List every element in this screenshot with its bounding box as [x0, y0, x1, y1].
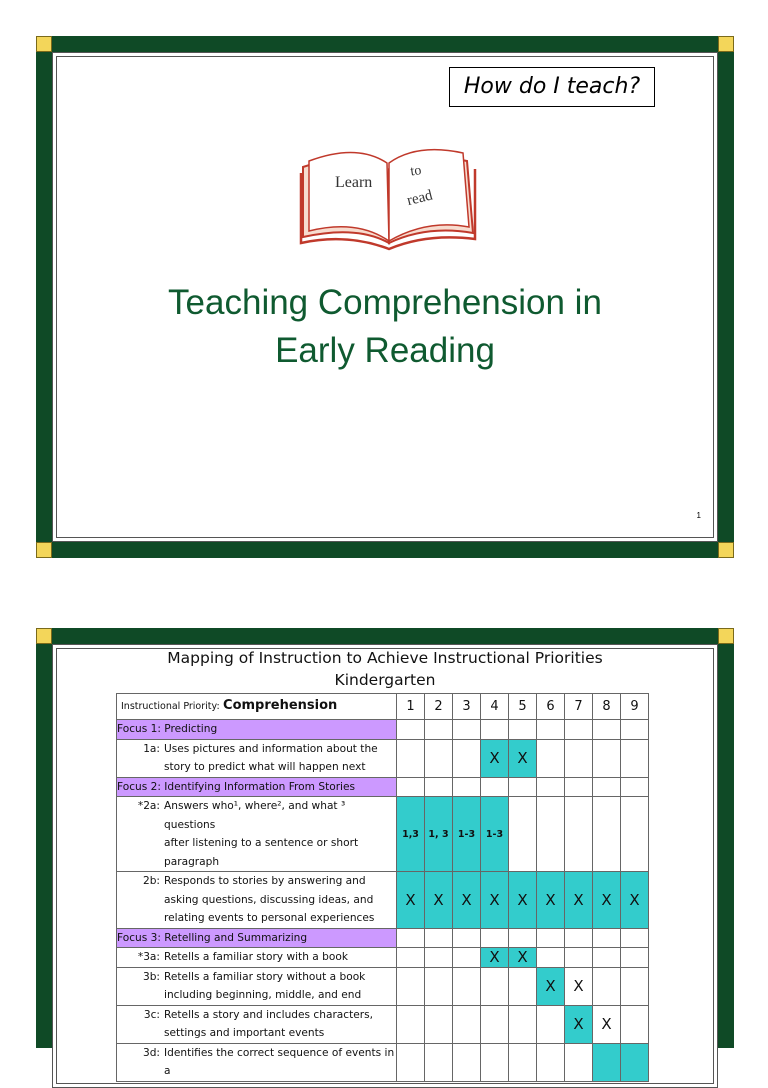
book-text-read: read [405, 187, 435, 210]
corner-ornament [36, 542, 52, 558]
table-row [117, 1043, 649, 1081]
mapping-cell: X [481, 872, 509, 929]
priority-label: Instructional Priority: [121, 700, 220, 712]
focus-row [117, 720, 649, 740]
column-header: 8 [593, 694, 621, 720]
mapping-cell: X [509, 948, 537, 968]
row-text: Identifies the correct sequence of events in a [164, 1046, 395, 1077]
mapping-cell: X [565, 872, 593, 929]
corner-ornament [36, 628, 52, 644]
row-code: 3c: [143, 1008, 160, 1021]
column-header: 4 [481, 694, 509, 720]
mapping-cell: X [509, 872, 537, 929]
mapping-cell: X [537, 872, 565, 929]
row-label [117, 1005, 397, 1043]
mapping-cell: X [397, 872, 425, 929]
row-label [117, 739, 397, 777]
corner-ornament [718, 36, 734, 52]
row-label [117, 872, 397, 929]
column-header: 2 [425, 694, 453, 720]
priority-value: Comprehension [223, 697, 338, 713]
mapping-cell: X [565, 1005, 593, 1043]
mapping-cell: X [565, 967, 593, 1005]
row-text: Uses pictures and information about the [164, 742, 378, 755]
row-label [117, 948, 397, 968]
row-text: settings and important events [164, 1027, 325, 1039]
row-text: Retells a familiar story without a book [164, 970, 366, 983]
row-text: Answers who¹, where², and what ³ questions [164, 800, 346, 831]
row-text: asking questions, discussing ideas, and [164, 893, 374, 906]
table-row [117, 739, 649, 777]
row-text: Retells a story and includes characters, [164, 1008, 374, 1021]
mapping-cell: X [481, 948, 509, 968]
title-line-2: Early Reading [275, 331, 495, 370]
corner-ornament [718, 628, 734, 644]
page-number: 1 [696, 511, 701, 520]
mapping-cell: 1-3 [453, 797, 481, 872]
column-header: 3 [453, 694, 481, 720]
focus-label: Focus 3: Retelling and Summarizing [117, 928, 397, 948]
focus-row [117, 928, 649, 948]
slide-content [52, 644, 718, 1088]
row-text: Responds to stories by answering and [164, 875, 366, 887]
row-code: *2a: [137, 800, 160, 812]
priority-header [117, 694, 397, 720]
book-text-learn: Learn [335, 174, 373, 191]
column-header: 9 [621, 694, 649, 720]
mapping-slide [36, 628, 734, 1077]
row-code: 2b: [142, 875, 160, 887]
table-row [117, 797, 649, 872]
focus-label: Focus 1: Predicting [117, 720, 397, 740]
table-row [117, 1005, 649, 1043]
priority-mapping-table [116, 693, 649, 1082]
column-header: 7 [565, 694, 593, 720]
row-label [117, 797, 397, 872]
table-row [117, 948, 649, 968]
book-text-to: to [409, 163, 423, 180]
how-do-i-teach-badge: How do I teach? [449, 67, 655, 107]
table-row [117, 872, 649, 929]
row-text: relating events to personal experiences [164, 912, 375, 924]
mapping-cell: X [593, 872, 621, 929]
corner-ornament [718, 542, 734, 558]
title-slide [36, 36, 734, 558]
slide-content [52, 52, 718, 542]
row-text: after listening to a sentence or short [164, 837, 359, 849]
corner-ornament [36, 36, 52, 52]
open-book-icon [297, 139, 477, 251]
column-header: 5 [509, 694, 537, 720]
table-header-row [117, 694, 649, 720]
row-text: including beginning, middle, and end [164, 989, 362, 1001]
mapping-cell: X [593, 1005, 621, 1043]
row-code: 3b: [142, 970, 160, 983]
mapping-cell: X [621, 872, 649, 929]
mapping-title [53, 647, 717, 691]
slide-title [53, 279, 717, 375]
row-text: paragraph [164, 855, 220, 868]
row-text: story to predict what will happen next [164, 761, 366, 773]
row-label [117, 1043, 397, 1081]
table-row [117, 967, 649, 1005]
focus-label: Focus 2: Identifying Information From Stories [117, 777, 397, 797]
row-code: 1a: [143, 742, 160, 755]
row-code: 3d: [142, 1046, 160, 1059]
mapping-cell: 1-3 [481, 797, 509, 872]
mapping-cell: X [425, 872, 453, 929]
row-text: Retells a familiar story with a book [164, 951, 348, 963]
mapping-cell: X [509, 739, 537, 777]
column-header: 6 [537, 694, 565, 720]
mapping-cell: 1,3 [397, 797, 425, 872]
mapping-cell: X [481, 739, 509, 777]
row-code: *3a: [137, 951, 160, 963]
title-line-1: Teaching Comprehension in [168, 283, 602, 322]
mapping-cell: 1, 3 [425, 797, 453, 872]
column-header: 1 [397, 694, 425, 720]
focus-row [117, 777, 649, 797]
mapping-title-line-1: Mapping of Instruction to Achieve Instructional Priorities [167, 649, 603, 667]
mapping-cell: X [537, 967, 565, 1005]
row-label [117, 967, 397, 1005]
mapping-cell: X [453, 872, 481, 929]
mapping-title-line-2: Kindergarten [334, 671, 436, 689]
